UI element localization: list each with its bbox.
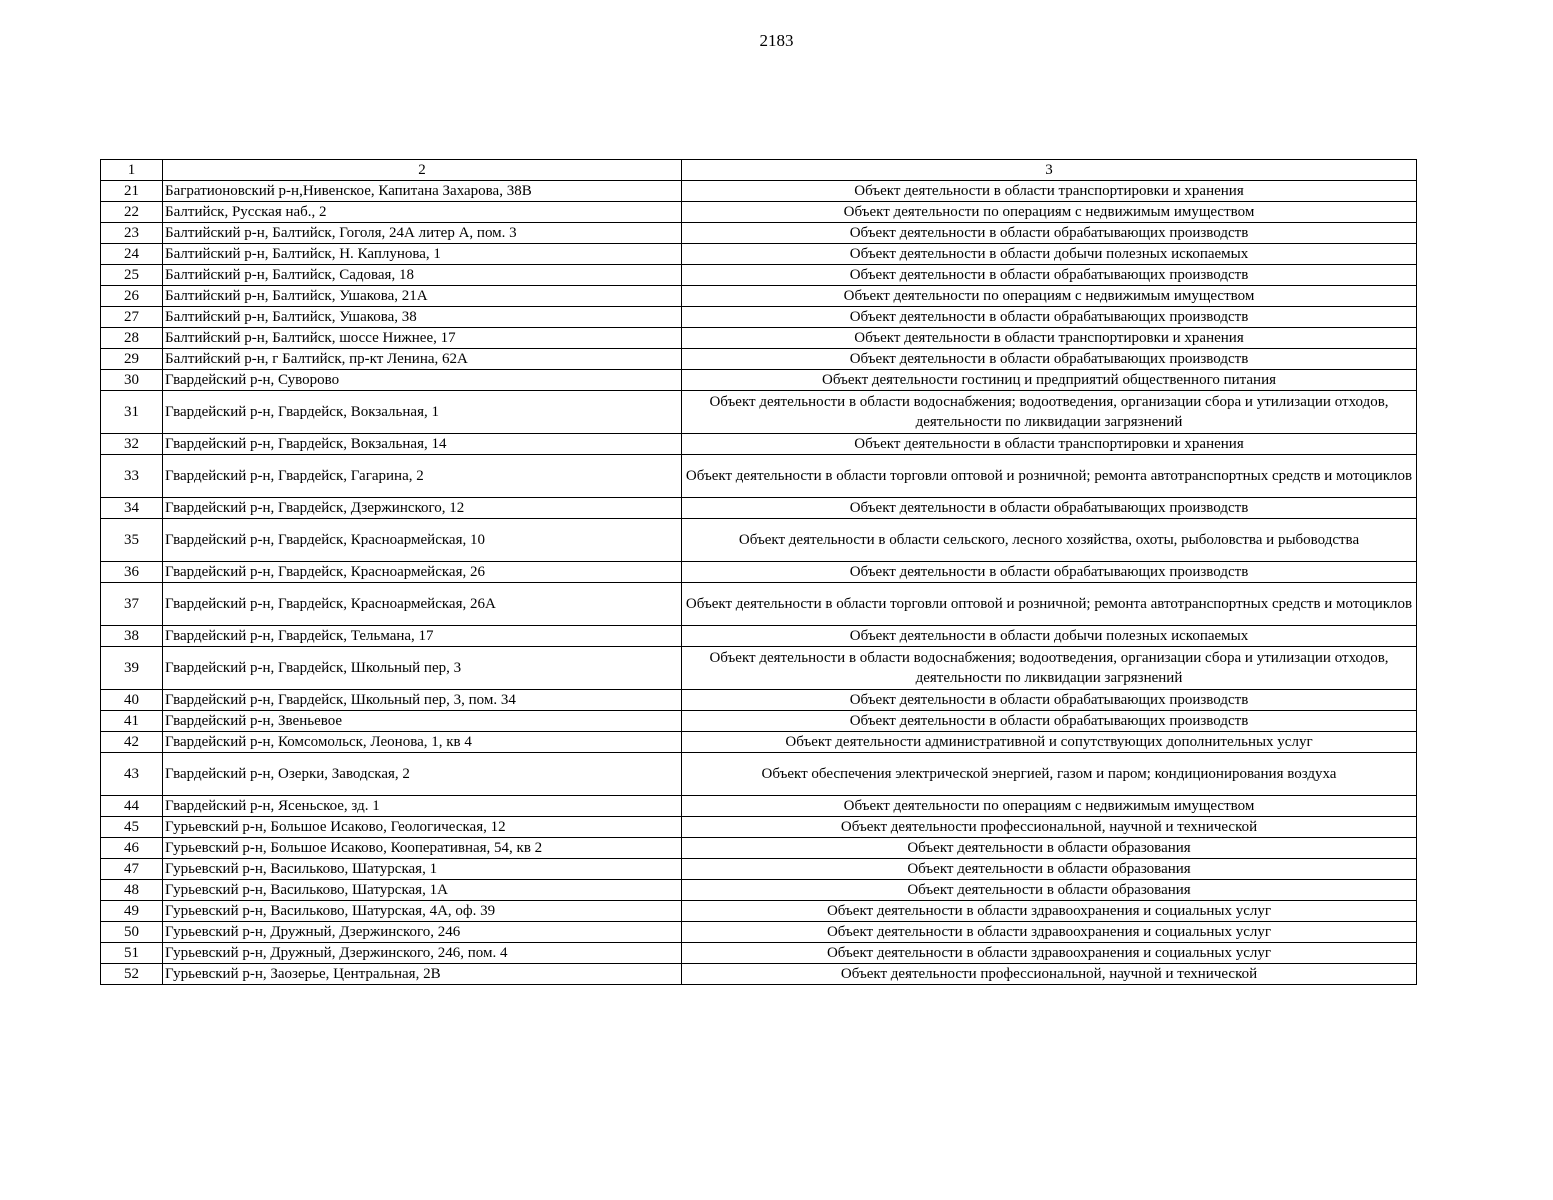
table-row [101,328,1417,349]
row-number-cell: 40 [101,690,163,711]
address-cell: Балтийский р-н, Балтийск, Ушакова, 21А [163,286,682,307]
table-row [101,753,1417,796]
row-number-cell: 36 [101,562,163,583]
column-header-3: 3 [682,160,1417,181]
row-number-cell: 23 [101,223,163,244]
description-cell: Объект деятельности в области обрабатывающих производств [682,498,1417,519]
description-cell: Объект деятельности в области добычи полезных ископаемых [682,626,1417,647]
table-row [101,647,1417,690]
table-row [101,391,1417,434]
row-number-cell: 52 [101,964,163,985]
description-cell: Объект деятельности административной и сопутствующих дополнительных услуг [682,732,1417,753]
description-cell: Объект деятельности в области обрабатывающих производств [682,265,1417,286]
description-cell: Объект деятельности в области образования [682,859,1417,880]
table-row [101,901,1417,922]
address-cell: Гурьевский р-н, Заозерье, Центральная, 2В [163,964,682,985]
address-cell: Гвардейский р-н, Гвардейск, Тельмана, 17 [163,626,682,647]
row-number-cell: 28 [101,328,163,349]
row-number-cell: 24 [101,244,163,265]
table-row [101,690,1417,711]
description-cell: Объект деятельности в области образования [682,838,1417,859]
row-number-cell: 25 [101,265,163,286]
description-cell: Объект деятельности в области транспортировки и хранения [682,181,1417,202]
table-row [101,817,1417,838]
address-cell: Балтийский р-н, Балтийск, Гоголя, 24А литер А, пом. 3 [163,223,682,244]
description-cell: Объект деятельности в области здравоохранения и социальных услуг [682,943,1417,964]
description-cell: Объект деятельности в области обрабатывающих производств [682,307,1417,328]
address-cell: Гвардейский р-н, Комсомольск, Леонова, 1, кв 4 [163,732,682,753]
address-cell: Балтийский р-н, Балтийск, шоссе Нижнее, 17 [163,328,682,349]
description-cell: Объект деятельности в области образования [682,880,1417,901]
address-cell: Гвардейский р-н, Гвардейск, Дзержинского, 12 [163,498,682,519]
row-number-cell: 37 [101,583,163,626]
row-number-cell: 51 [101,943,163,964]
table-row [101,964,1417,985]
table-row [101,922,1417,943]
description-cell: Объект деятельности профессиональной, научной и технической [682,964,1417,985]
table-row [101,370,1417,391]
registry-table-body [101,160,1417,985]
description-cell: Объект деятельности в области сельского, лесного хозяйства, охоты, рыболовства и рыбоводства [682,519,1417,562]
row-number-cell: 50 [101,922,163,943]
row-number-cell: 34 [101,498,163,519]
table-row [101,223,1417,244]
description-cell: Объект деятельности профессиональной, научной и технической [682,817,1417,838]
description-cell: Объект деятельности в области добычи полезных ископаемых [682,244,1417,265]
table-row [101,796,1417,817]
address-cell: Гвардейский р-н, Гвардейск, Вокзальная, 1 [163,391,682,434]
address-cell: Багратионовский р-н,Нивенское, Капитана Захарова, 38В [163,181,682,202]
table-row [101,349,1417,370]
description-cell: Объект деятельности в области водоснабжения; водоотведения, организации сбора и утилизации отходов, деятельности по ликвидации загрязнений [682,391,1417,434]
address-cell: Гурьевский р-н, Васильково, Шатурская, 4А, оф. 39 [163,901,682,922]
row-number-cell: 22 [101,202,163,223]
address-cell: Балтийский р-н, Балтийск, Н. Каплунова, 1 [163,244,682,265]
table-row [101,859,1417,880]
row-number-cell: 21 [101,181,163,202]
description-cell: Объект деятельности в области обрабатывающих производств [682,349,1417,370]
description-cell: Объект деятельности в области обрабатывающих производств [682,562,1417,583]
table-row [101,455,1417,498]
table-row [101,880,1417,901]
address-cell: Гурьевский р-н, Васильково, Шатурская, 1 [163,859,682,880]
description-cell: Объект деятельности в области торговли оптовой и розничной; ремонта автотранспортных средств и мотоциклов [682,455,1417,498]
table-row [101,583,1417,626]
table-row [101,434,1417,455]
address-cell: Гвардейский р-н, Гвардейск, Красноармейская, 26А [163,583,682,626]
table-row [101,498,1417,519]
row-number-cell: 26 [101,286,163,307]
description-cell: Объект деятельности в области здравоохранения и социальных услуг [682,922,1417,943]
address-cell: Гвардейский р-н, Гвардейск, Вокзальная, 14 [163,434,682,455]
description-cell: Объект деятельности по операциям с недвижимым имуществом [682,286,1417,307]
description-cell: Объект деятельности в области транспортировки и хранения [682,328,1417,349]
table-row [101,286,1417,307]
address-cell: Гурьевский р-н, Большое Исаково, Геологическая, 12 [163,817,682,838]
description-cell: Объект деятельности в области обрабатывающих производств [682,690,1417,711]
description-cell: Объект деятельности в области торговли оптовой и розничной; ремонта автотранспортных средств и мотоциклов [682,583,1417,626]
table-row [101,519,1417,562]
address-cell: Гурьевский р-н, Дружный, Дзержинского, 246 [163,922,682,943]
table-row [101,626,1417,647]
description-cell: Объект обеспечения электрической энергией, газом и паром; кондиционирования воздуха [682,753,1417,796]
row-number-cell: 30 [101,370,163,391]
row-number-cell: 32 [101,434,163,455]
address-cell: Гвардейский р-н, Озерки, Заводская, 2 [163,753,682,796]
table-row [101,711,1417,732]
registry-table [100,159,1417,985]
row-number-cell: 31 [101,391,163,434]
column-header-1: 1 [101,160,163,181]
description-cell: Объект деятельности по операциям с недвижимым имуществом [682,796,1417,817]
row-number-cell: 27 [101,307,163,328]
row-number-cell: 38 [101,626,163,647]
address-cell: Гвардейский р-н, Гвардейск, Красноармейская, 26 [163,562,682,583]
table-row [101,732,1417,753]
description-cell: Объект деятельности в области здравоохранения и социальных услуг [682,901,1417,922]
row-number-cell: 39 [101,647,163,690]
address-cell: Балтийск, Русская наб., 2 [163,202,682,223]
address-cell: Гурьевский р-н, Большое Исаково, Кооперативная, 54, кв 2 [163,838,682,859]
address-cell: Гвардейский р-н, Звеньевое [163,711,682,732]
address-cell: Гвардейский р-н, Гвардейск, Гагарина, 2 [163,455,682,498]
table-header-row [101,160,1417,181]
page-number: 2183 [759,31,794,50]
table-row [101,943,1417,964]
row-number-cell: 29 [101,349,163,370]
table-row [101,181,1417,202]
address-cell: Балтийский р-н, Балтийск, Ушакова, 38 [163,307,682,328]
table-row [101,244,1417,265]
column-header-2: 2 [163,160,682,181]
row-number-cell: 49 [101,901,163,922]
address-cell: Гвардейский р-н, Ясеньское, зд. 1 [163,796,682,817]
row-number-cell: 42 [101,732,163,753]
address-cell: Гвардейский р-н, Гвардейск, Красноармейская, 10 [163,519,682,562]
description-cell: Объект деятельности в области транспортировки и хранения [682,434,1417,455]
row-number-cell: 46 [101,838,163,859]
table-row [101,307,1417,328]
table-row [101,562,1417,583]
description-cell: Объект деятельности в области обрабатывающих производств [682,223,1417,244]
table-row [101,265,1417,286]
row-number-cell: 47 [101,859,163,880]
description-cell: Объект деятельности по операциям с недвижимым имуществом [682,202,1417,223]
row-number-cell: 33 [101,455,163,498]
row-number-cell: 48 [101,880,163,901]
address-cell: Балтийский р-н, Балтийск, Садовая, 18 [163,265,682,286]
row-number-cell: 41 [101,711,163,732]
description-cell: Объект деятельности в области обрабатывающих производств [682,711,1417,732]
address-cell: Балтийский р-н, г Балтийск, пр-кт Ленина, 62А [163,349,682,370]
address-cell: Гурьевский р-н, Дружный, Дзержинского, 246, пом. 4 [163,943,682,964]
row-number-cell: 35 [101,519,163,562]
address-cell: Гурьевский р-н, Васильково, Шатурская, 1А [163,880,682,901]
address-cell: Гвардейский р-н, Гвардейск, Школьный пер, 3 [163,647,682,690]
row-number-cell: 44 [101,796,163,817]
row-number-cell: 45 [101,817,163,838]
description-cell: Объект деятельности гостиниц и предприятий общественного питания [682,370,1417,391]
table-row [101,838,1417,859]
table-row [101,202,1417,223]
address-cell: Гвардейский р-н, Суворово [163,370,682,391]
address-cell: Гвардейский р-н, Гвардейск, Школьный пер, 3, пом. 34 [163,690,682,711]
description-cell: Объект деятельности в области водоснабжения; водоотведения, организации сбора и утилизации отходов, деятельности по ликвидации загрязнений [682,647,1417,690]
row-number-cell: 43 [101,753,163,796]
